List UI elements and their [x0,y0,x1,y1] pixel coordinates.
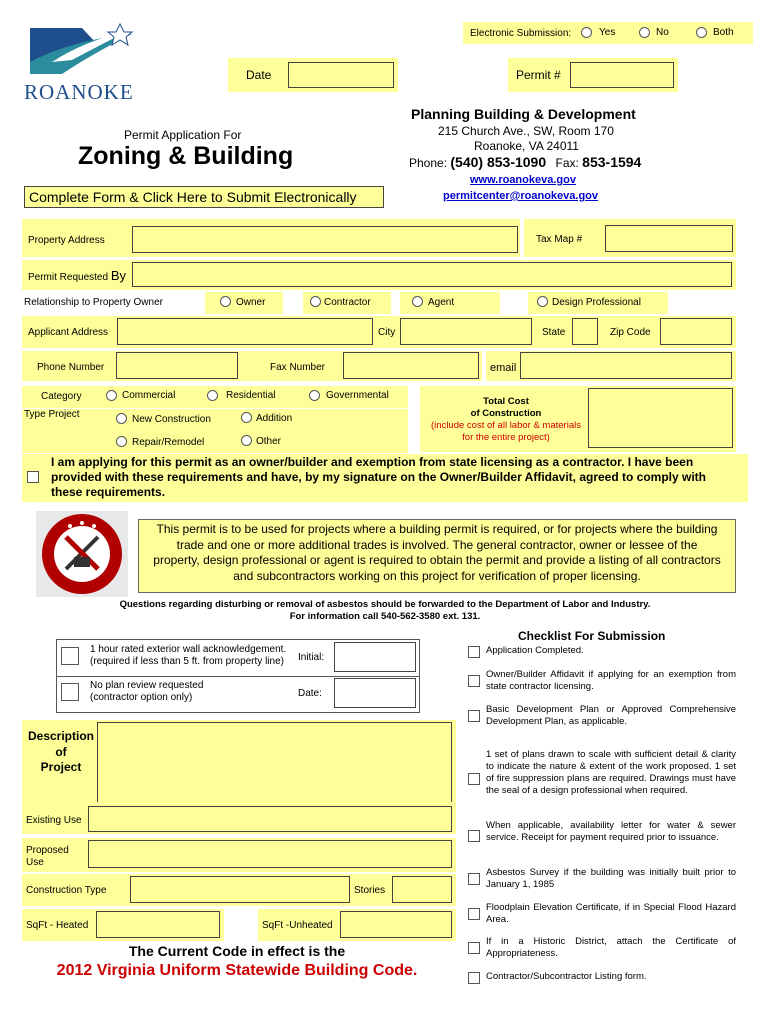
page-title: Zoning & Building [78,142,294,170]
email-label: email [490,362,517,374]
city-label: City [378,327,396,338]
notice-line-3: property, design professional or agent is required to obtain the permit and provide a listing of all contractors [153,553,721,567]
submission-no-radio[interactable] [639,27,650,38]
date-field[interactable] [288,62,394,88]
initial-field[interactable] [334,642,416,672]
logo-text: ROANOKE [24,80,134,104]
submission-yes-radio[interactable] [581,27,592,38]
applicant-address-label: Applicant Address [28,327,109,338]
proposed-use-label-1: Proposed [26,845,69,856]
checklist-checkbox-4[interactable] [468,773,480,785]
stories-label: Stories [354,885,386,896]
total-cost-label [420,396,592,444]
ack-wall-line-2: (required if less than 5 ft. from property line) [90,656,284,667]
property-address-label: Property Address [28,235,105,246]
type-repair-label: Repair/Remodel [132,437,205,448]
type-new-label: New Construction [132,414,211,425]
fax-number-label: Fax Number [270,362,326,373]
proposed-use-field[interactable] [88,840,452,868]
checklist-checkbox-8[interactable] [468,942,480,954]
no-plan-review-text [90,680,203,704]
checklist-item-4: 1 set of plans drawn to scale with sufficient detail & clarity to indicate the nature & extent of the work proposed. 1 set of fire suppression plans are required. Drawings must have the seal of a design professional when required. [486,749,736,796]
type-addition-label: Addition [256,413,293,424]
current-code-line-2: 2012 Virginia Uniform Statewide Building Code. [56,962,418,979]
construction-type-field[interactable] [130,876,350,903]
rel-agent-radio[interactable] [412,296,423,307]
submission-no-label: No [656,27,669,38]
city-field[interactable] [400,318,532,345]
permit-notice-box [138,519,736,593]
notice-line-4: and subcontractors working on this project for verification of proper licensing. [233,568,641,583]
website-link[interactable]: www.roanokeva.gov [470,174,576,186]
description-field[interactable] [97,722,452,814]
phone-number-field[interactable] [116,352,238,379]
owner-builder-statement [51,455,706,500]
ack-date-field[interactable] [334,678,416,708]
date-label: Date [246,68,272,82]
ack-divider [56,676,420,677]
phone-number-label: Phone Number [37,362,105,373]
type-new-radio[interactable] [116,413,127,424]
owner-builder-line-2: provided with these requirements and have, by my signature on the Owner/Builder Affidavit, agreed to comply with [51,470,707,484]
total-cost-title: Total Cost [483,396,529,407]
permit-requested-by: By [110,268,126,283]
rel-contractor-radio[interactable] [310,296,321,307]
checklist-item-6: Asbestos Survey if the building was initially built prior to January 1, 1985 [486,867,736,890]
no-plan-review-checkbox[interactable] [61,683,79,701]
state-field[interactable] [572,318,598,345]
email-link[interactable]: permitcenter@roanokeva.gov [443,190,598,202]
asbestos-notice [0,599,770,623]
asbestos-line-2: For information call 540-562-3580 ext. 131. [289,611,481,622]
dig-safe-seal [36,511,128,597]
rel-contractor-label: Contractor [324,297,371,308]
cat-commercial-radio[interactable] [106,390,117,401]
property-address-field[interactable] [132,226,518,253]
checklist-item-2: Owner/Builder Affidavit if applying for an exemption from state contractor licensing. [486,669,736,692]
asbestos-line-1: Questions regarding disturbing or removal of asbestos should be forwarded to the Department of Labor and Industry. [119,599,651,610]
sqft-unheated-field[interactable] [340,911,452,938]
type-project-label: Type Project [24,409,80,420]
checklist-checkbox-5[interactable] [468,830,480,842]
rel-owner-label: Owner [236,297,266,308]
type-other-label: Other [256,436,282,447]
title-prefix: Permit Application For [124,128,242,142]
permit-label: Permit # [516,68,561,82]
sqft-heated-label: SqFt - Heated [26,920,89,931]
description-label-2: of [55,744,67,759]
permit-requested-by-field[interactable] [132,262,732,287]
checklist-checkbox-3[interactable] [468,710,480,722]
cat-residential-radio[interactable] [207,390,218,401]
notice-line-2: trade and one or more additional trades is involved. The general contractor, owner or lessee of the [176,537,698,552]
checklist-checkbox-9[interactable] [468,972,480,984]
zip-label: Zip Code [610,327,651,338]
permit-number-field[interactable] [570,62,674,88]
state-label: State [542,327,566,338]
rel-design-label: Design Professional [552,297,641,308]
submit-electronically-button[interactable]: Complete Form & Click Here to Submit Electronically [24,186,384,208]
existing-use-field[interactable] [88,806,452,832]
ack-wall-checkbox[interactable] [61,647,79,665]
permit-requested-label [28,268,126,283]
proposed-use-label [26,845,69,869]
relationship-label: Relationship to Property Owner [24,297,163,308]
description-label-3: Project [40,760,82,774]
electronic-submission-label: Electronic Submission: [470,28,572,39]
phone-number: (540) 853-1090 [450,154,547,170]
checklist-item-1: Application Completed. [486,645,584,656]
rel-design-radio[interactable] [537,296,548,307]
zip-field[interactable] [660,318,732,345]
proposed-use-label-2: Use [26,857,44,868]
owner-builder-line-1: I am applying for this permit as an owner/builder and exemption from state licensing as a contractor. I have been [51,455,694,469]
total-cost-subtitle: of Construction [470,408,542,419]
checklist-item-5: When applicable, availability letter for water & sewer service. Receipt for payment required prior to issuance. [486,820,736,843]
cat-residential-label: Residential [226,390,276,401]
no-plan-review-line-1: No plan review requested [90,680,204,691]
total-cost-note-2: for the entire project) [462,432,550,443]
ack-wall-text [90,644,286,668]
owner-builder-checkbox[interactable] [27,471,39,483]
phone-label: Phone: [409,156,448,170]
checklist-title: Checklist For Submission [518,629,666,643]
fax-label: Fax: [555,156,579,170]
tax-map-field[interactable] [605,225,733,252]
category-label: Category [41,391,82,402]
type-other-radio[interactable] [241,435,252,446]
submission-both-radio[interactable] [696,27,707,38]
applicant-address-field[interactable] [117,318,373,345]
sqft-unheated-label: SqFt -Unheated [262,920,333,931]
office-street: 215 Church Ave., SW, Room 170 [438,124,614,138]
no-plan-review-line-2: (contractor option only) [90,692,193,703]
cat-governmental-radio[interactable] [309,390,320,401]
email-field[interactable] [520,352,732,379]
office-city: Roanoke, VA 24011 [474,139,579,153]
checklist-item-9: Contractor/Subcontractor Listing form. [486,971,647,982]
total-cost-field[interactable] [588,388,733,448]
construction-type-label: Construction Type [26,885,107,896]
cat-commercial-label: Commercial [122,390,176,401]
submission-yes-label: Yes [599,27,616,38]
dig-safe-seal-icon [36,511,128,597]
total-cost-note-1: (include cost of all labor & materials [431,420,581,431]
ack-wall-line-1: 1 hour rated exterior wall acknowledgement. [90,644,287,655]
roanoke-logo [22,22,137,104]
notice-line-1: This permit is to be used for projects where a building permit is required, or for projects where the building [156,522,718,536]
stories-field[interactable] [392,876,452,903]
description-label [24,729,98,776]
ack-date-label: Date: [298,688,322,699]
logo-mark-icon [22,22,137,80]
initial-label: Initial: [298,652,325,663]
checklist-checkbox-6[interactable] [468,873,480,885]
submission-both-label: Both [713,27,734,38]
type-addition-radio[interactable] [241,412,252,423]
office-phone-row [409,154,641,170]
rel-owner-radio[interactable] [220,296,231,307]
fax-number-field[interactable] [343,352,479,379]
fax-number: 853-1594 [582,154,642,170]
checklist-checkbox-2[interactable] [468,675,480,687]
sqft-heated-field[interactable] [96,911,220,938]
checklist-item-8: If in a Historic District, attach the Certificate of Appropriateness. [486,936,736,959]
office-name: Planning Building & Development [411,106,636,122]
description-label-1: Description [27,729,94,743]
checklist-item-3: Basic Development Plan or Approved Comprehensive Development Plan, as applicable. [486,704,736,727]
existing-use-label: Existing Use [26,815,82,826]
current-code-line-1: The Current Code in effect is the [128,943,346,959]
checklist-item-7: Floodplain Elevation Certificate, if in Special Flood Hazard Area. [486,902,736,925]
checklist-checkbox-7[interactable] [468,908,480,920]
type-repair-radio[interactable] [116,436,127,447]
checklist-checkbox-1[interactable] [468,646,480,658]
cat-governmental-label: Governmental [326,390,389,401]
tax-map-label: Tax Map # [536,234,583,245]
owner-builder-line-3: these requirements. [51,485,166,499]
permit-requested-text: Permit Requested [28,272,109,283]
rel-agent-label: Agent [428,297,455,308]
